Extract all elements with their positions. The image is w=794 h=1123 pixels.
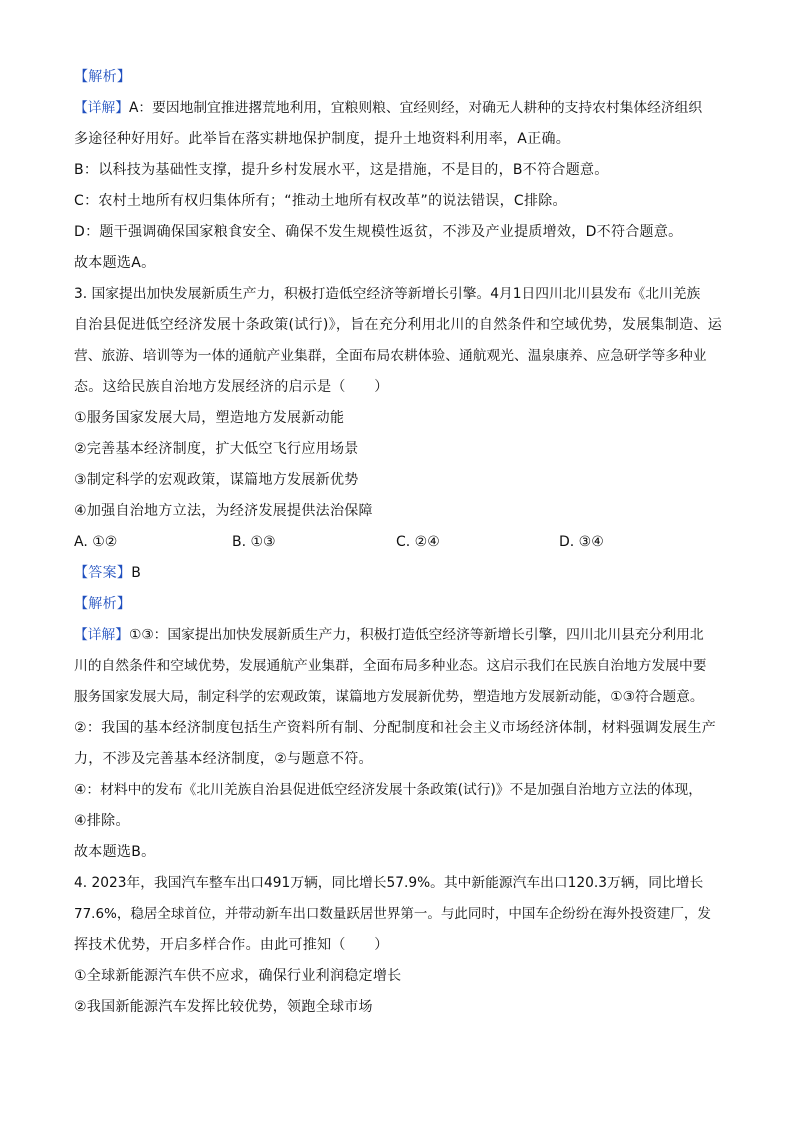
analysis-label: 【解析】 bbox=[74, 69, 132, 85]
q4-stem-line: 4. 2023年，我国汽车整车出口491万辆，同比增长57.9%。其中新能源汽车出口120.3万辆，同比增长 bbox=[74, 875, 704, 891]
q3-answer bbox=[74, 558, 722, 589]
q2-analysis-line: D：题干强调确保国家粮食安全、确保不发生规模性返贫，不涉及产业提质增效，D不符合题意。 bbox=[74, 224, 683, 240]
q3-option-b: B. ①③ bbox=[232, 534, 276, 550]
q2-analysis-line: C：农村土地所有权归集体所有；“推动土地所有权改革”的说法错误，C排除。 bbox=[74, 193, 567, 209]
q3-detail-line bbox=[74, 620, 722, 651]
q3-option-a: A. ①② bbox=[74, 534, 118, 550]
q4-stem-line: 77.6%，稳居全球首位，并带动新车出口数量跃居世界第一。与此同时，中国车企纷纷在海外投资建厂，发 bbox=[74, 906, 711, 922]
q3-explanation-line: 力，不涉及完善基本经济制度，②与题意不符。 bbox=[74, 751, 373, 767]
detail-label: 【详解】 bbox=[74, 100, 130, 116]
q3-stem-line: 自治县促进低空经济发展十条政策(试行)》，旨在充分利用北川的自然条件和空域优势，发展集制造、运 bbox=[74, 317, 723, 333]
q3-explanation-line: ④：材料中的发布《北川羌族自治县促进低空经济发展十条政策(试行)》不是加强自治地方立法的体现， bbox=[74, 782, 703, 798]
q2-detail-line bbox=[74, 93, 722, 124]
q3-stem-line: 态。这给民族自治地方发展经济的启示是（ ） bbox=[74, 379, 389, 395]
q3-statement-1: ①服务国家发展大局，塑造地方发展新动能 bbox=[74, 410, 345, 426]
q2-analysis-line: 多途径种好用好。此举旨在落实耕地保护制度，提升土地资料利用率，A正确。 bbox=[74, 131, 571, 147]
document-page bbox=[74, 62, 722, 1023]
q3-detail-text: ①③：国家提出加快发展新质生产力，积极打造低空经济等新增长引擎，四川北川县充分利用北 bbox=[129, 627, 704, 643]
q3-explanation-line: ④排除。 bbox=[74, 813, 130, 829]
q3-stem-line: 3. 国家提出加快发展新质生产力，积极打造低空经济等新增长引擎。4月1日四川北川县发布《北川羌族 bbox=[74, 286, 701, 302]
q3-explanation-line: 服务国家发展大局，制定科学的宏观政策，谋篇地方发展新优势，塑造地方发展新动能，①③符合题意。 bbox=[74, 689, 704, 705]
detail-label: 【详解】 bbox=[74, 627, 130, 643]
q3-statement-3: ③制定科学的宏观政策，谋篇地方发展新优势 bbox=[74, 472, 359, 488]
q3-answer-value: B bbox=[131, 565, 142, 581]
q4-statement-2: ②我国新能源汽车发挥比较优势，领跑全球市场 bbox=[74, 999, 373, 1015]
analysis-label: 【解析】 bbox=[74, 596, 132, 612]
q3-stem-line: 营、旅游、培训等为一体的通航产业集群，全面布局农耕体验、通航观光、温泉康养、应急研学等多种业 bbox=[74, 348, 707, 364]
q2-detail-text: A：要因地制宜推进撂荒地利用，宜粮则粮、宜经则经，对确无人耕种的支持农村集体经济组织 bbox=[129, 100, 703, 116]
q4-stem-line: 挥技术优势，开启多样合作。由此可推知（ ） bbox=[74, 937, 389, 953]
q3-explanation-line: 川的自然条件和空域优势，发展通航产业集群，全面布局多种业态。这启示我们在民族自治地方发展中要 bbox=[74, 658, 707, 674]
q4-statement-1: ①全球新能源汽车供不应求，确保行业利润稳定增长 bbox=[74, 968, 402, 984]
q3-statement-4: ④加强自治地方立法，为经济发展提供法治保障 bbox=[74, 503, 373, 519]
q3-explanation-line: ②：我国的基本经济制度包括生产资料所有制、分配制度和社会主义市场经济体制，材料强调发展生产 bbox=[74, 720, 717, 736]
q2-conclusion: 故本题选A。 bbox=[74, 255, 156, 271]
q3-option-d: D. ③④ bbox=[559, 534, 604, 550]
q3-conclusion: 故本题选B。 bbox=[74, 844, 156, 860]
q3-option-c: C. ②④ bbox=[396, 534, 440, 550]
answer-label: 【答案】 bbox=[74, 565, 132, 581]
q2-analysis-line: B：以科技为基础性支撑，提升乡村发展水平，这是措施，不是目的，B不符合题意。 bbox=[74, 162, 609, 178]
q3-options bbox=[74, 527, 722, 558]
q3-statement-2: ②完善基本经济制度，扩大低空飞行应用场景 bbox=[74, 441, 359, 457]
